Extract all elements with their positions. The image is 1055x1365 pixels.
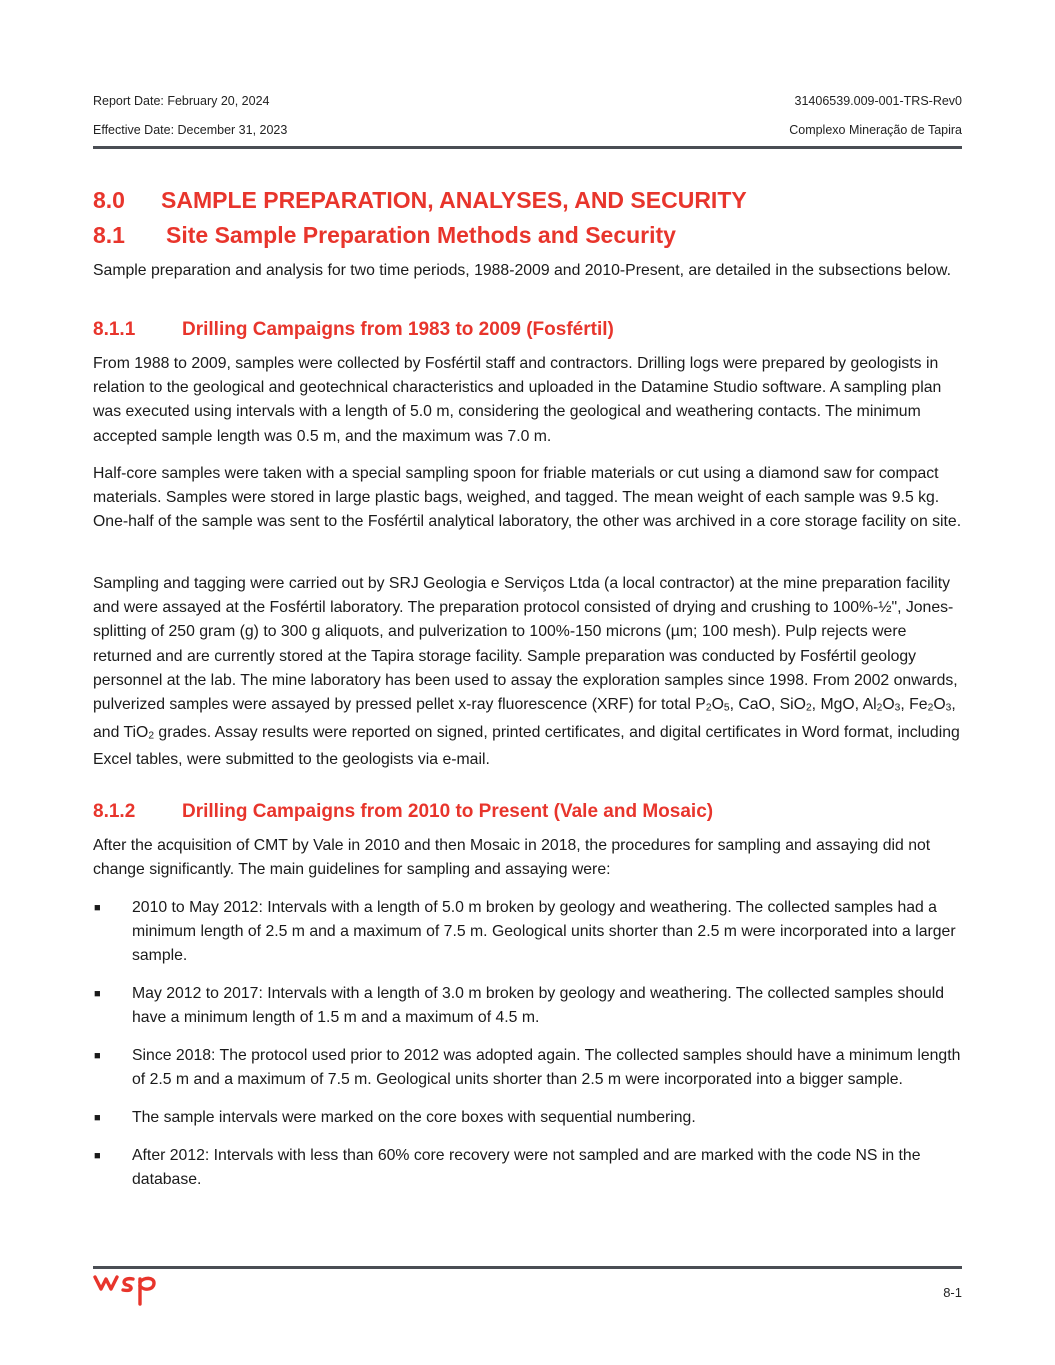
paragraph-sampling-plan: From 1988 to 2009, samples were collected by Fosfértil staff and contractors. Drilling logs were prepared by geologists in relation to the geological and geotechnical characteristics and uploaded in the Datamine Studio software. A sampling plan was executed using intervals with a length of 5.0 m, considering the geological and weathering contacts. The minimum accepted sample length was 0.5 m, and the maximum was 7.0 m. (93, 355, 942, 445)
section-title: Site Sample Preparation Methods and Security (166, 222, 676, 248)
section-number: 8.1.1 (93, 319, 136, 340)
list-item: ■ The sample intervals were marked on the core boxes with sequential numbering. (93, 1106, 965, 1130)
wsp-logo-icon (93, 1271, 157, 1307)
list-item: ■ 2010 to May 2012: Intervals with a length of 5.0 m broken by geology and weathering. The collected samples had a minimum length of 2.5 m and a maximum of 7.5 m. Geological units shorter than 2.5 m were incorporated into a larger sample. (93, 896, 965, 969)
intro-paragraph: Sample preparation and analysis for two time periods, 1988-2009 and 2010-Present, are detailed in the subsections below. (93, 262, 951, 279)
list-item: ■ After 2012: Intervals with less than 60% core recovery were not sampled and are marked with the code NS in the database. (93, 1144, 965, 1192)
page-number: 8-1 (943, 1285, 962, 1300)
section-title: Drilling Campaigns from 1983 to 2009 (Fosfértil) (182, 319, 614, 340)
section-number: 8.1 (93, 222, 125, 248)
paragraph-guidelines-intro: After the acquisition of CMT by Vale in 2010 and then Mosaic in 2018, the procedures for sampling and assaying did not change significantly. The main guidelines for sampling and assaying were: (93, 837, 931, 879)
footer-divider (93, 1266, 962, 1269)
section-number: 8.0 (93, 187, 125, 213)
bullet-square-icon: ■ (94, 1050, 101, 1063)
section-title: SAMPLE PREPARATION, ANALYSES, AND SECURITY (161, 187, 747, 213)
list-item: ■ Since 2018: The protocol used prior to 2012 was adopted again. The collected samples should have a minimum length of 2.5 m and a maximum of 7.5 m. Geological units shorter than 2.5 m were incorporated into a bigger sample. (93, 1044, 965, 1092)
section-heading-8-0 (93, 187, 747, 214)
section-title: Drilling Campaigns from 2010 to Present (Vale and Mosaic) (182, 801, 714, 822)
list-item: ■ May 2012 to 2017: Intervals with a length of 3.0 m broken by geology and weathering. The collected samples should have a minimum length of 1.5 m and a maximum of 4.5 m. (93, 982, 965, 1030)
header-row-1 (93, 94, 962, 108)
section-number: 8.1.2 (93, 801, 136, 822)
section-heading-8-1-2 (93, 801, 713, 823)
bullet-square-icon: ■ (94, 988, 101, 1001)
report-date: Report Date: February 20, 2024 (93, 94, 270, 108)
header-row-2 (93, 123, 962, 137)
header-divider (93, 146, 962, 149)
bullet-square-icon: ■ (94, 902, 101, 914)
document-number: 31406539.009-001-TRS-Rev0 (794, 94, 962, 108)
paragraph-assay-protocol: Sampling and tagging were carried out by SRJ Geologia e Serviços Ltda (a local contractor) at the mine preparation facility and were assayed at the Fosfértil laboratory. The preparation protocol consisted of drying and crushing to 100%-½", Jones-splitting of 250 gram (g) to 300 g aliquots, and pulverization to 100%-150 microns (µm; 100 mesh). Pulp rejects were returned and are currently stored at the Tapira storage facility. Sample preparation was conducted by Fosfértil geology personnel at the lab. The mine laboratory has been used to assay the exploration samples since 1998. From 2002 onwards, pulverized samples were assayed by pressed pellet x-ray fluorescence (XRF) for total $P_2O_5$, CaO, SiO$_2$, MgO, $Al_2O_3$, $Fe_2O_3$, and TiO$_2$ grades. Assay results were reported on signed, printed certificates, and digital certificates in Word format, including Excel tables, were submitted to the geologists via e-mail. (93, 575, 960, 769)
project-name: Complexo Mineração de Tapira (789, 123, 962, 137)
bullet-square-icon: ■ (94, 1149, 101, 1162)
section-heading-8-1-1 (93, 319, 614, 341)
paragraph-half-core: Half-core samples were taken with a special sampling spoon for friable materials or cut using a diamond saw for compact materials. Samples were stored in large plastic bags, weighed, and tagged. The mean weight of each sample was 9.5 kg. One-half of the sample was sent to the Fosfértil analytical laboratory, the other was archived in a core storage facility on site. (93, 465, 962, 531)
bullet-square-icon: ■ (94, 1111, 101, 1124)
section-heading-8-1 (93, 222, 676, 249)
guidelines-list (93, 896, 965, 1206)
effective-date: Effective Date: December 31, 2023 (93, 123, 288, 137)
